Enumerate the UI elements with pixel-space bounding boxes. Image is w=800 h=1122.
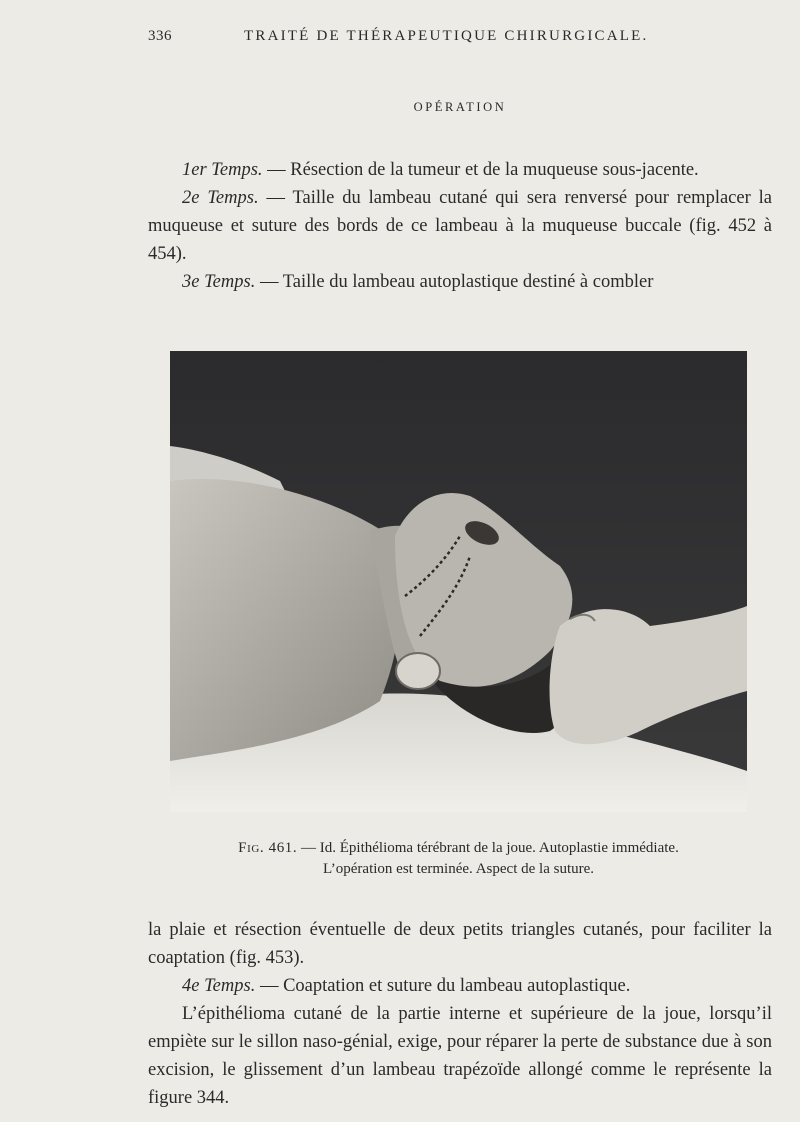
step-2 bbox=[148, 184, 772, 268]
running-header bbox=[148, 28, 768, 54]
step-1 bbox=[148, 156, 772, 184]
step-1-label: 1er Temps. bbox=[182, 160, 263, 180]
caption-text-1: — Id. Épithélioma térébrant de la joue. Autoplastie immédiate. bbox=[297, 840, 679, 856]
running-title: TRAITÉ DE THÉRAPEUTIQUE CHIRURGICALE. bbox=[244, 28, 649, 44]
step-1-text: — Résection de la tumeur et de la muqueuse sous-jacente. bbox=[262, 160, 699, 180]
figure-caption bbox=[170, 838, 747, 880]
continuation-paragraph: la plaie et résection éventuelle de deux petits triangles cutanés, pour faciliter la coaptation (fig. 453). bbox=[148, 920, 772, 968]
figure-label: Fig. 461. bbox=[238, 840, 298, 856]
step-3-label: 3e Temps. bbox=[182, 272, 256, 292]
step-4-text: — Coaptation et suture du lambeau autoplastique. bbox=[255, 976, 631, 996]
step-3 bbox=[148, 268, 772, 296]
text-bottom bbox=[148, 916, 772, 1112]
surgical-photo-illustration bbox=[170, 351, 747, 812]
step-4-label: 4e Temps. bbox=[182, 976, 256, 996]
caption-line-2: L’opération est terminée. Aspect de la suture. bbox=[322, 861, 595, 877]
step-3-text: — Taille du lambeau autoplastique destiné à combler bbox=[255, 272, 654, 292]
section-heading: OPÉRATION bbox=[413, 100, 507, 114]
body-paragraph: L’épithélioma cutané de la partie interne et supérieure de la joue, lorsqu’il empiète sur le sillon naso-génial, exige, pour réparer la perte de substance due à son excision, le glissement d’un lambeau trapézoïde allongé comme le représente la figure 344. bbox=[148, 1004, 772, 1108]
steps-top bbox=[148, 156, 772, 296]
step-4 bbox=[148, 972, 772, 1000]
step-2-label: 2e Temps. bbox=[182, 188, 259, 208]
caption-line-1 bbox=[170, 838, 747, 859]
figure-photograph bbox=[170, 351, 747, 812]
page-number: 336 bbox=[148, 28, 172, 44]
step-2-text: — Taille du lambeau cutané qui sera renversé pour remplacer la muqueuse et suture des bords de ce lambeau à la muqueuse buccale (fig. 452 à 454). bbox=[148, 188, 772, 264]
